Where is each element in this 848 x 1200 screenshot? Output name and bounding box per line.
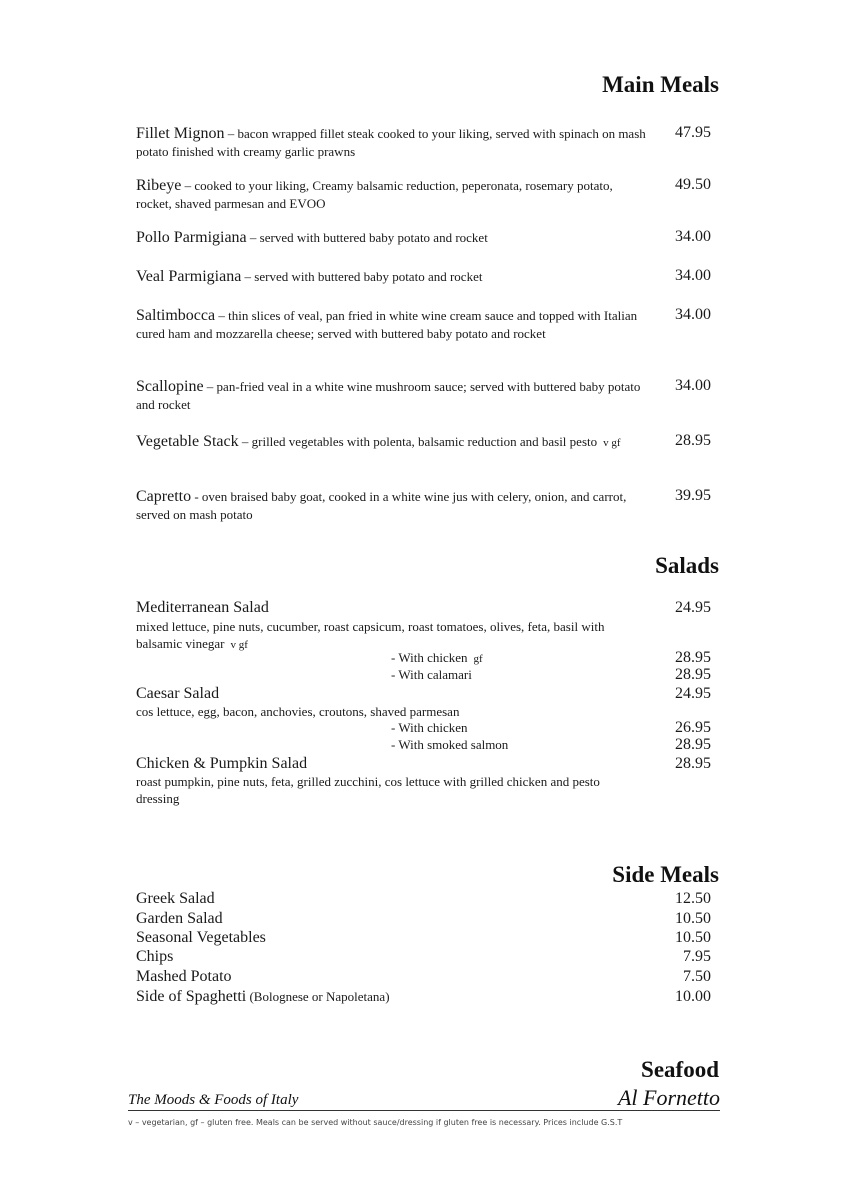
- salad-item: [136, 755, 711, 773]
- item-name: Chicken & Pumpkin Salad: [136, 755, 308, 772]
- side-item: [136, 929, 711, 949]
- item-price: 34.00: [675, 267, 711, 284]
- item-name: Side of Spaghetti: [136, 988, 247, 1005]
- option-price: 28.95: [675, 666, 711, 683]
- item-description: roast pumpkin, pine nuts, feta, grilled zucchini, cos lettuce with grilled chicken and pesto dressing: [136, 774, 600, 806]
- item-price: 7.95: [683, 948, 711, 965]
- seafood-heading: Seafood: [641, 1057, 719, 1082]
- item-name: Seasonal Vegetables: [136, 929, 266, 946]
- item-name: Caesar Salad: [136, 685, 220, 702]
- menu-item: [136, 377, 711, 413]
- item-description: – pan-fried veal in a white wine mushroom sauce; served with buttered baby potato and rocket: [136, 379, 641, 412]
- item-description: - oven braised baby goat, cooked in a white wine jus with celery, onion, and carrot, served on mash potato: [136, 489, 627, 522]
- brand-logo: Al Fornetto: [617, 1085, 720, 1110]
- salad-item: [136, 599, 711, 617]
- item-name: Capretto: [136, 488, 192, 505]
- item-price: 10.00: [675, 988, 711, 1005]
- side-item: [136, 968, 711, 988]
- side-item: [136, 890, 711, 910]
- item-price: 28.95: [675, 755, 711, 772]
- main-meals-heading: Main Meals: [602, 72, 719, 97]
- item-price: 7.50: [683, 968, 711, 985]
- item-name: Pollo Parmigiana: [136, 229, 247, 246]
- side-item: [136, 988, 711, 1008]
- item-price: 28.95: [675, 432, 711, 449]
- item-description: – bacon wrapped fillet steak cooked to your liking, served with spinach on mash potato finished with creamy garlic prawns: [136, 126, 646, 159]
- footer-divider: [128, 1110, 720, 1111]
- item-name: Ribeye: [136, 177, 182, 194]
- item-name: Veal Parmigiana: [136, 268, 242, 285]
- option-label: [391, 650, 483, 666]
- item-price: 47.95: [675, 124, 711, 141]
- item-note: (Bolognese or Napoletana): [246, 989, 390, 1004]
- item-price: 24.95: [675, 599, 711, 616]
- option-label: - With chicken: [391, 720, 468, 735]
- menu-item: [136, 124, 711, 160]
- item-name: Garden Salad: [136, 910, 223, 927]
- item-description: – grilled vegetables with polenta, balsamic reduction and basil pesto: [238, 434, 598, 449]
- option-price: 28.95: [675, 649, 711, 666]
- item-description: – served with buttered baby potato and rocket: [246, 230, 488, 245]
- side-meals-heading: Side Meals: [612, 862, 719, 887]
- item-name: Scallopine: [136, 378, 204, 395]
- salad-item: [136, 685, 711, 703]
- menu-item: [136, 306, 711, 342]
- item-price: 34.00: [675, 306, 711, 323]
- menu-item: [136, 267, 711, 285]
- side-item: [136, 948, 711, 968]
- item-name: Greek Salad: [136, 890, 215, 907]
- item-price: 34.00: [675, 377, 711, 394]
- salad-desc-text: mixed lettuce, pine nuts, cucumber, roast capsicum, roast tomatoes, olives, feta, basil with balsamic vinegar: [136, 619, 605, 651]
- menu-item: [136, 487, 711, 523]
- option-label: - With calamari: [391, 667, 472, 682]
- item-price: 12.50: [675, 890, 711, 907]
- option-label: - With smoked salmon: [391, 737, 509, 752]
- item-name: Mediterranean Salad: [136, 599, 269, 616]
- option-price: 26.95: [675, 719, 711, 736]
- side-item: [136, 910, 711, 930]
- item-description: – cooked to your liking, Creamy balsamic reduction, peperonata, rosemary potato, rocket, shaved parmesan and EVOO: [136, 178, 613, 211]
- item-name: Saltimbocca: [136, 307, 216, 324]
- menu-item: [136, 228, 711, 246]
- tagline: The Moods & Foods of Italy: [128, 1092, 299, 1108]
- item-name: Fillet Mignon: [136, 125, 225, 142]
- item-price: 24.95: [675, 685, 711, 702]
- item-description: cos lettuce, egg, bacon, anchovies, croutons, shaved parmesan: [136, 704, 460, 719]
- item-price: 49.50: [675, 176, 711, 193]
- option-price: 28.95: [675, 736, 711, 753]
- salads-heading: Salads: [655, 553, 719, 578]
- diet-tags: v gf: [603, 437, 621, 449]
- diet-tags: v gf: [230, 639, 248, 651]
- menu-item: [136, 176, 711, 212]
- footer-note: v – vegetarian, gf – gluten free. Meals can be served without sauce/dressing if gluten free is necessary. Prices include G.S.T: [128, 1118, 623, 1127]
- diet-tags: gf: [473, 653, 483, 665]
- item-name: Vegetable Stack: [136, 433, 239, 450]
- item-name: Mashed Potato: [136, 968, 232, 985]
- item-description: – thin slices of veal, pan fried in white wine cream sauce and topped with Italian cured ham and mozzarella cheese; served with buttered baby potato and rocket: [136, 308, 638, 341]
- menu-item: [136, 432, 711, 452]
- item-price: 10.50: [675, 910, 711, 927]
- item-price: 39.95: [675, 487, 711, 504]
- item-description: – served with buttered baby potato and rocket: [241, 269, 483, 284]
- item-description: [136, 618, 646, 654]
- option-text: - With chicken: [391, 650, 468, 665]
- item-name: Chips: [136, 948, 174, 965]
- item-price: 34.00: [675, 228, 711, 245]
- item-price: 10.50: [675, 929, 711, 946]
